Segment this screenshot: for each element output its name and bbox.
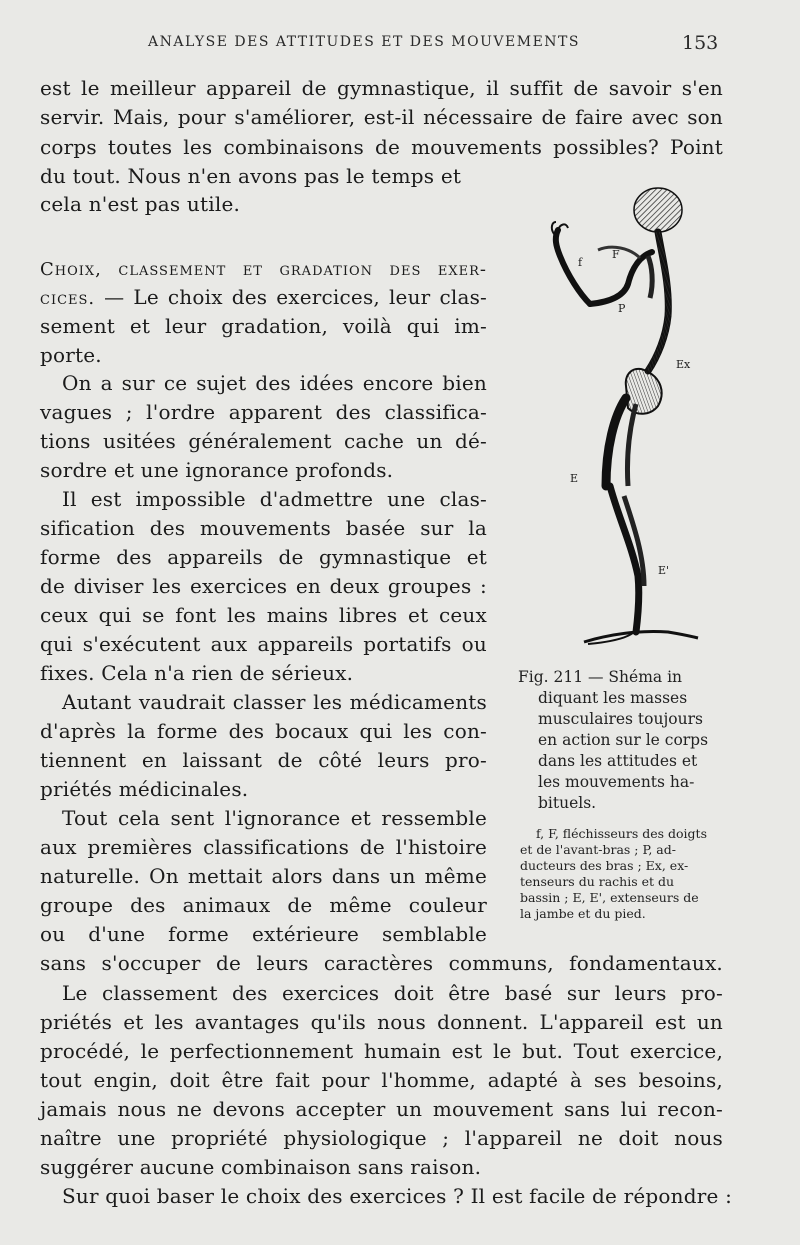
legend-line: tenseurs du rachis et du <box>520 874 675 889</box>
caption-line: bituels. <box>538 794 597 812</box>
text-line: aux premières classifications de l'histoire <box>40 835 487 859</box>
text-line: sans s'occuper de leurs caractères communs, fondamentaux. <box>40 951 723 975</box>
label-E-prime: E' <box>658 564 670 577</box>
text-line: priétés médicinales. <box>40 777 249 801</box>
text-line: servir. Mais, pour s'améliorer, est-il nécessaire de faire avec son <box>40 105 723 129</box>
text-line: Tout cela sent l'ignorance et ressemble <box>62 806 487 830</box>
section-heading-caps: cices. <box>40 288 96 309</box>
text-line: sification des mouvements basée sur la <box>40 516 487 540</box>
text-line: du tout. Nous n'en avons pas le temps et <box>40 164 462 188</box>
page-number: 153 <box>682 32 719 54</box>
text-line: tions usitées généralement cache un dé- <box>40 429 487 453</box>
text-line: cela n'est pas utile. <box>40 192 241 216</box>
caption-line: en action sur le corps <box>538 731 709 749</box>
text-line: procédé, le perfectionnement humain est le but. Tout exercice, <box>40 1039 723 1063</box>
label-P: P <box>618 302 626 315</box>
caption-line: Fig. 211 — Shéma in <box>518 668 683 686</box>
label-F: F <box>612 248 620 261</box>
legend-line: ducteurs des bras ; Ex, ex- <box>520 858 689 873</box>
text-line: suggérer aucune combinaison sans raison. <box>40 1155 482 1179</box>
text-line: forme des appareils de gymnastique et <box>40 545 487 569</box>
text-line: tout engin, doit être fait pour l'homme, adapté à ses besoins, <box>40 1068 723 1092</box>
legend-line: la jambe et du pied. <box>520 906 646 921</box>
legend-line: et de l'avant-bras ; P, ad- <box>520 842 676 857</box>
text-line: porte. <box>40 343 102 367</box>
label-f: f <box>578 256 583 269</box>
text-line: sordre et une ignorance profonds. <box>40 458 394 482</box>
label-E: E <box>570 472 579 485</box>
section-heading-continuation <box>40 283 487 313</box>
skeleton-figure <box>552 188 698 644</box>
text-line: sement et leur gradation, voilà qui im- <box>40 314 487 338</box>
running-title: ANALYSE DES ATTITUDES ET DES MOUVEMENTS <box>148 34 580 50</box>
text-line: naître une propriété physiologique ; l'appareil ne doit nous <box>40 1126 723 1150</box>
text-line: jamais nous ne devons accepter un mouvement sans lui recon- <box>40 1097 723 1121</box>
section-heading <box>40 254 487 284</box>
text-line: d'après la forme des bocaux qui les con- <box>40 719 487 743</box>
text-line: vagues ; l'ordre apparent des classifica- <box>40 400 487 424</box>
label-Ex: Ex <box>676 358 691 371</box>
muscle-schema-figure <box>540 186 700 656</box>
text-line: ou d'une forme extérieure semblable <box>40 922 487 946</box>
text-line: ceux qui se font les mains libres et ceux <box>40 603 487 627</box>
text-line: priétés et les avantages qu'ils nous donnent. L'appareil est un <box>40 1010 723 1034</box>
text-line: est le meilleur appareil de gymnastique, il suffit de savoir s'en <box>40 76 723 100</box>
caption-line: diquant les masses <box>538 689 688 707</box>
page-header <box>0 32 800 56</box>
section-heading-text: — Le choix des exercices, leur clas- <box>95 285 487 309</box>
text-line: Il est impossible d'admettre une clas- <box>62 487 487 511</box>
section-heading-title: Choix, classement et gradation des exer- <box>40 259 487 280</box>
legend-line: f, F, fléchisseurs des doigts <box>536 826 707 841</box>
text-line: On a sur ce sujet des idées encore bien <box>62 371 487 395</box>
caption-line: dans les attitudes et <box>538 752 698 770</box>
text-line: Autant vaudrait classer les médicaments <box>62 690 487 714</box>
text-line: tiennent en laissant de côté leurs pro- <box>40 748 487 772</box>
text-line: de diviser les exercices en deux groupes : <box>40 574 487 598</box>
legend-line: bassin ; E, E', extenseurs de <box>520 890 699 905</box>
caption-line: les mouvements ha- <box>538 773 695 791</box>
text-line: groupe des animaux de même couleur <box>40 893 487 917</box>
text-line: corps toutes les combinaisons de mouvements possibles? Point <box>40 135 723 159</box>
text-line: fixes. Cela n'a rien de sérieux. <box>40 661 354 685</box>
text-line: Le classement des exercices doit être basé sur leurs pro- <box>62 981 723 1005</box>
text-line: naturelle. On mettait alors dans un même <box>40 864 487 888</box>
caption-line: musculaires toujours <box>538 710 703 728</box>
text-line: Sur quoi baser le choix des exercices ? Il est facile de répondre : <box>62 1184 733 1208</box>
text-line: qui s'exécutent aux appareils portatifs ou <box>40 632 487 656</box>
